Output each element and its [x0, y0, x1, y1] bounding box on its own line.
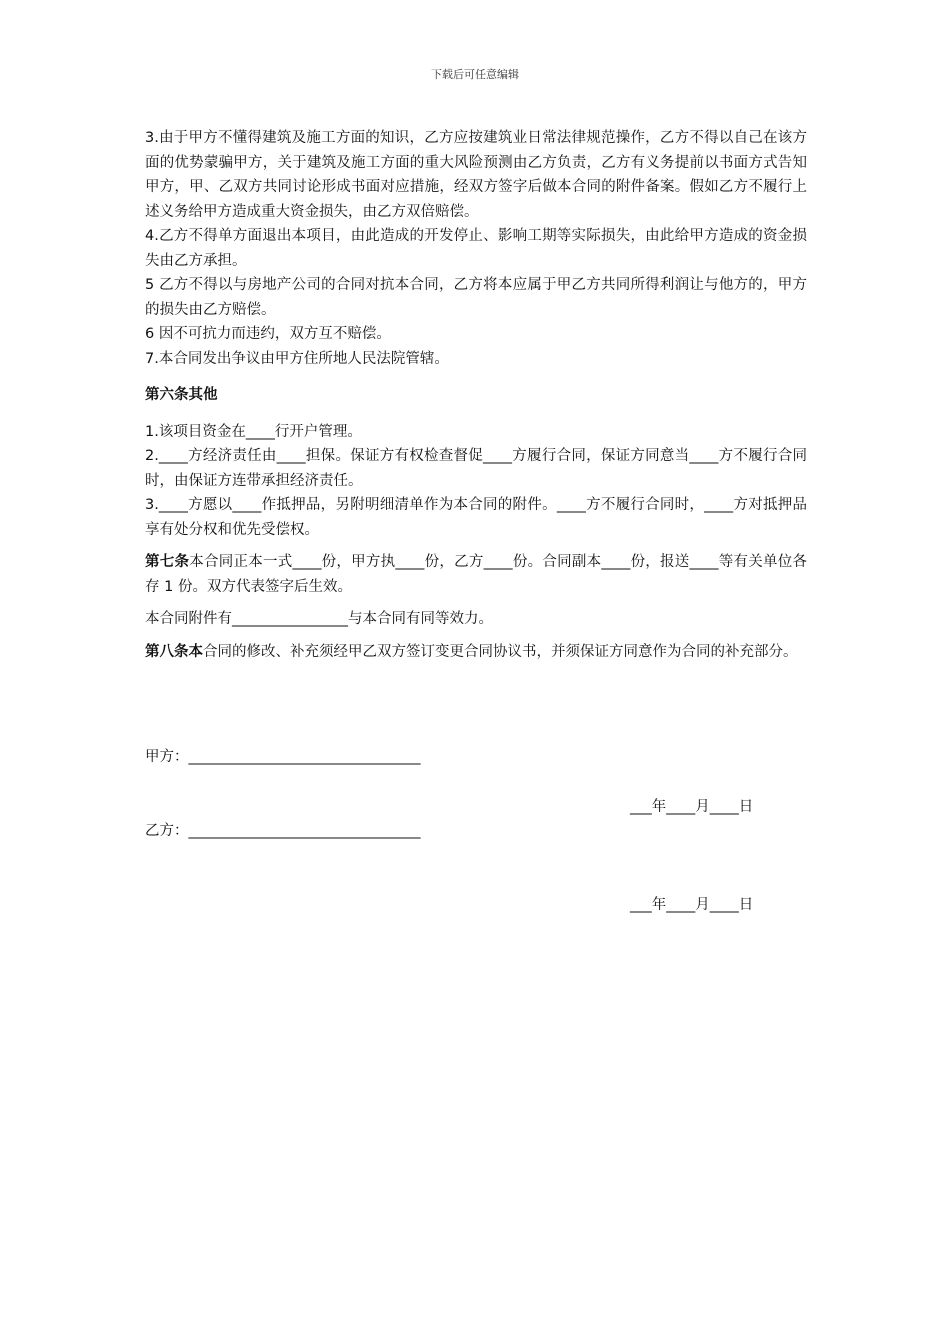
article-6-title: 第六条其他: [145, 387, 218, 403]
article-8: [145, 640, 807, 665]
article-8-text: 合同的修改、补充须经甲乙双方签订变更合同协议书，并须保证方同意作为合同的补充部分。: [203, 643, 798, 660]
contract-body: [145, 126, 807, 664]
article-6-item-3: 3.____方愿以____作抵押品，另附明细清单作为本合同的附件。____方不履行合同时，____方对抵押品享有处分权和优先受偿权。: [145, 497, 807, 538]
article-6-item-1: 1.该项目资金在____行开户管理。: [145, 423, 362, 440]
page-header: 下载后可任意编辑: [431, 68, 519, 81]
article-7: [145, 550, 807, 599]
clause-5-4: 4.乙方不得单方面退出本项目，由此造成的开发停止、影响工期等实际损失，由此给甲方造成的资金损失由乙方承担。: [145, 228, 807, 269]
article-7-text: 本合同正本一式____份，甲方执____份，乙方____份。合同副本____份，报送____等有关单位各存 1 份。双方代表签字后生效。: [145, 554, 808, 595]
article-7-title: 第七条: [145, 554, 190, 570]
party-b-date: ___年____月____日: [630, 897, 754, 913]
clause-5-6: 6 因不可抗力而违约，双方互不赔偿。: [145, 326, 391, 342]
article-8-title: 第八条本: [145, 643, 203, 660]
clause-5-5: 5 乙方不得以与房地产公司的合同对抗本合同，乙方将本应属于甲乙方共同所得利润让与他方的，甲方的损失由乙方赔偿。: [145, 277, 807, 318]
clause-5-3: 3.由于甲方不懂得建筑及施工方面的知识，乙方应按建筑业日常法律规范操作，乙方不得以自己在该方面的优势蒙骗甲方，关于建筑及施工方面的重大风险预测由乙方负责，乙方有义务提前以书面方式告知甲方，甲、乙双方共同讨论形成书面对应措施，经双方签字后做本合同的附件备案。假如乙方不履行上述义务给甲方造成重大资金损失，由乙方双倍赔偿。: [145, 130, 807, 220]
clause-5-7: 7.本合同发出争议由甲方住所地人民法院管辖。: [145, 350, 449, 367]
attachment-clause: 本合同附件有________________与本合同有同等效力。: [145, 611, 493, 627]
article-6-item-2: 2.____方经济责任由____担保。保证方有权检查督促____方履行合同，保证方同意当____方不履行合同时，由保证方连带承担经济责任。: [145, 448, 807, 489]
party-b-signature: 乙方：________________________________: [145, 823, 421, 839]
party-a-signature: 甲方：________________________________: [145, 749, 421, 765]
party-a-date: ___年____月____日: [630, 799, 754, 815]
